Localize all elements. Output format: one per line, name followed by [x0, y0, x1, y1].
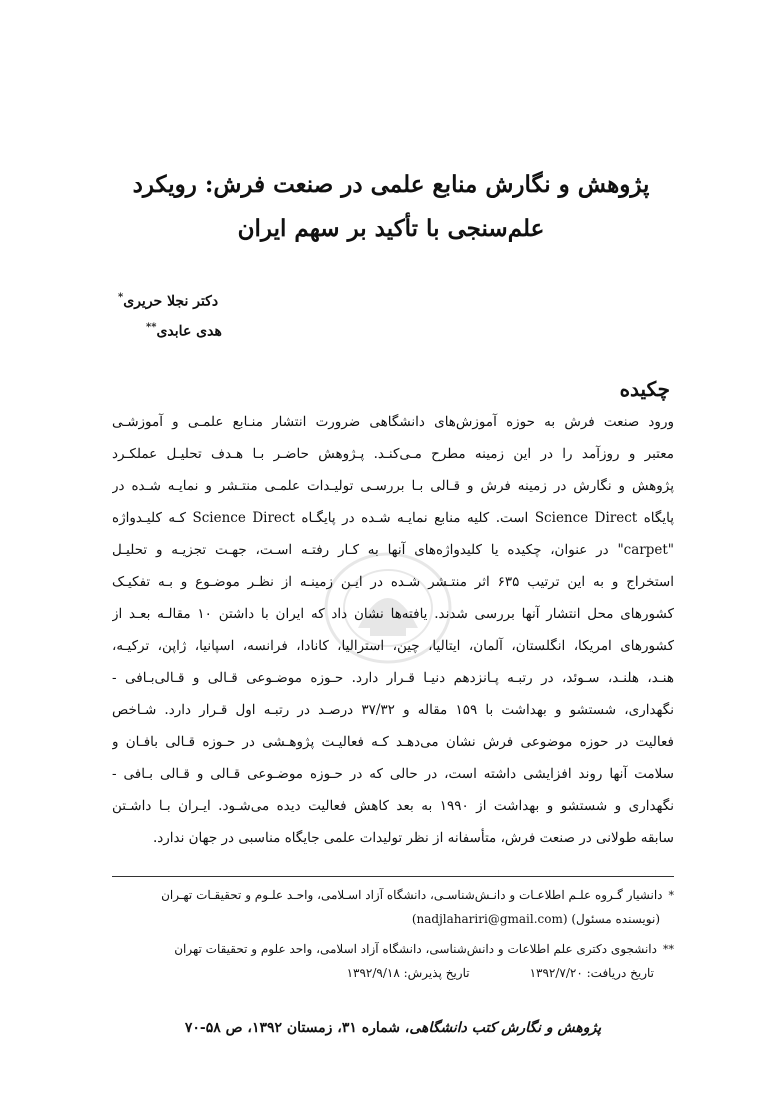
abstract-line: پایگاه Science Direct است. کلیه منابع نمایـه شـده در پایگـاه Science Direct کـه کلیـدواژه: [112, 510, 674, 526]
journal-name: پژوهش و نگارش کتب دانشگاهی: [409, 1020, 602, 1036]
abstract-line: پژوهش و نگارش در زمینه فرش و قـالی بـا بررسـی تولیـدات علمـی منتـشر و نمایـه شـده در: [112, 478, 674, 494]
abstract-line: "carpet" در عنوان، چکیده یا کلیدواژه‌های آنها به کـار رفتـه اسـت، جهـت تجزیـه و تحلیـل: [112, 542, 674, 558]
paper-title-line-2: علم‌سنجی با تأکید بر سهم ایران: [237, 215, 545, 242]
paper-title-line-1: پژوهش و نگارش منابع علمی در صنعت فرش: رویکرد: [132, 171, 650, 198]
author-1: [118, 288, 248, 312]
abstract-line: سابقه طولانی در صنعت فرش، متأسفانه از نظر تولیدات علمی جایگاه مناسبی در جهان ندارد.: [152, 830, 674, 846]
footnote-1: [112, 886, 674, 905]
abstract-line: کشورهای محل انتشار آنها بررسی شدند. یافته‌ها نشان داد که ایران با داشتن ۱۰ مقالـه بعـد از: [112, 606, 674, 622]
watermark-emblem: [318, 548, 458, 668]
footnote-2-mark: **: [663, 943, 674, 956]
abstract-line: سلامت آنها روند افزایشی داشته است، در حالی که در حـوزه موضـوعی قـالی و قـالی بـافی -: [112, 766, 674, 782]
author-2-mark: **: [146, 322, 157, 333]
abstract-line: فعالیت در حوزه موضوعی فرش نشان می‌دهـد کـه فعالیـت پژوهـشی در حـوزه قـالی بافـان و: [112, 734, 674, 750]
received-date: تاریخ دریافت: ۱۳۹۲/۷/۲۰: [529, 966, 654, 980]
abstract-line: هنـد، هلنـد، سـوئد، در رتبـه پـانزدهم دنیـا قـرار دارد. حـوزه موضـوعی قـالی و قـالی‌بـافی -: [112, 670, 674, 686]
footnote-separator: [112, 876, 674, 877]
footnote-1-contact: (نویسنده مسئول) (nadjlahariri@gmail.com): [411, 912, 660, 926]
footnote-1-text: دانشیار گـروه علـم اطلاعـات و دانـش‌شناسـی، دانشگاه آزاد اسـلامی، واحـد علـوم و تحقیقـات تهـران: [161, 888, 663, 902]
abstract-line: ورود صنعت فرش به حوزه آموزش‌های دانشگاهی ضرورت انتشار منـابع علمـی و آموزشـی: [112, 414, 674, 430]
footnote-1-mark: *: [668, 889, 674, 902]
journal-details: ، شماره ۳۱، زمستان ۱۳۹۲، ص ۵۸-۷۰: [184, 1020, 410, 1036]
author-2: [146, 318, 246, 342]
accepted-date: تاریخ پذیرش: ۱۳۹۲/۹/۱۸: [346, 966, 470, 980]
abstract-line: کشورهای امریکا، انگلستان، آلمان، ایتالیا، چین، استرالیا، کانادا، فرانسه، اسپانیا، ژاپن، ترکیـه،: [112, 638, 674, 654]
footnote-2: [112, 940, 674, 959]
journal-citation: [112, 1016, 674, 1040]
abstract-line: نگهداری، شستشو و بهداشت با ۱۵۹ مقاله و ۳۷/۳۲ درصـد در رتبـه اول قـرار دارد. شـاخص: [112, 702, 674, 718]
abstract-heading: چکیده: [619, 377, 670, 401]
abstract-line: نگهداری و شستشو و بهداشت از ۱۹۹۰ به بعد کاهش فعالیت دیده می‌شـود. ایـران بـا داشـتن: [112, 798, 674, 814]
author-2-name: هدی عابدی: [156, 323, 222, 340]
abstract-line: معتبر و روزآمد را در این زمینه مطرح مـی‌کنـد. پـژوهش حاضـر بـا هـدف تحلیـل عملکـرد: [112, 446, 674, 462]
footnote-2-text: دانشجوی دکتری علم اطلاعات و دانش‌شناسی، دانشگاه آزاد اسلامی، واحد علوم و تحقیقات تهران: [174, 942, 657, 956]
author-1-name: دکتر نجلا حریری: [123, 293, 219, 310]
submission-dates: [347, 964, 654, 982]
author-1-mark: *: [118, 292, 124, 303]
abstract-line: استخراج و به این ترتیب ۶۳۵ اثر منتـشر شـده در ایـن زمینـه از نظـر موضـوع و بـه تفکیـک: [112, 574, 674, 590]
